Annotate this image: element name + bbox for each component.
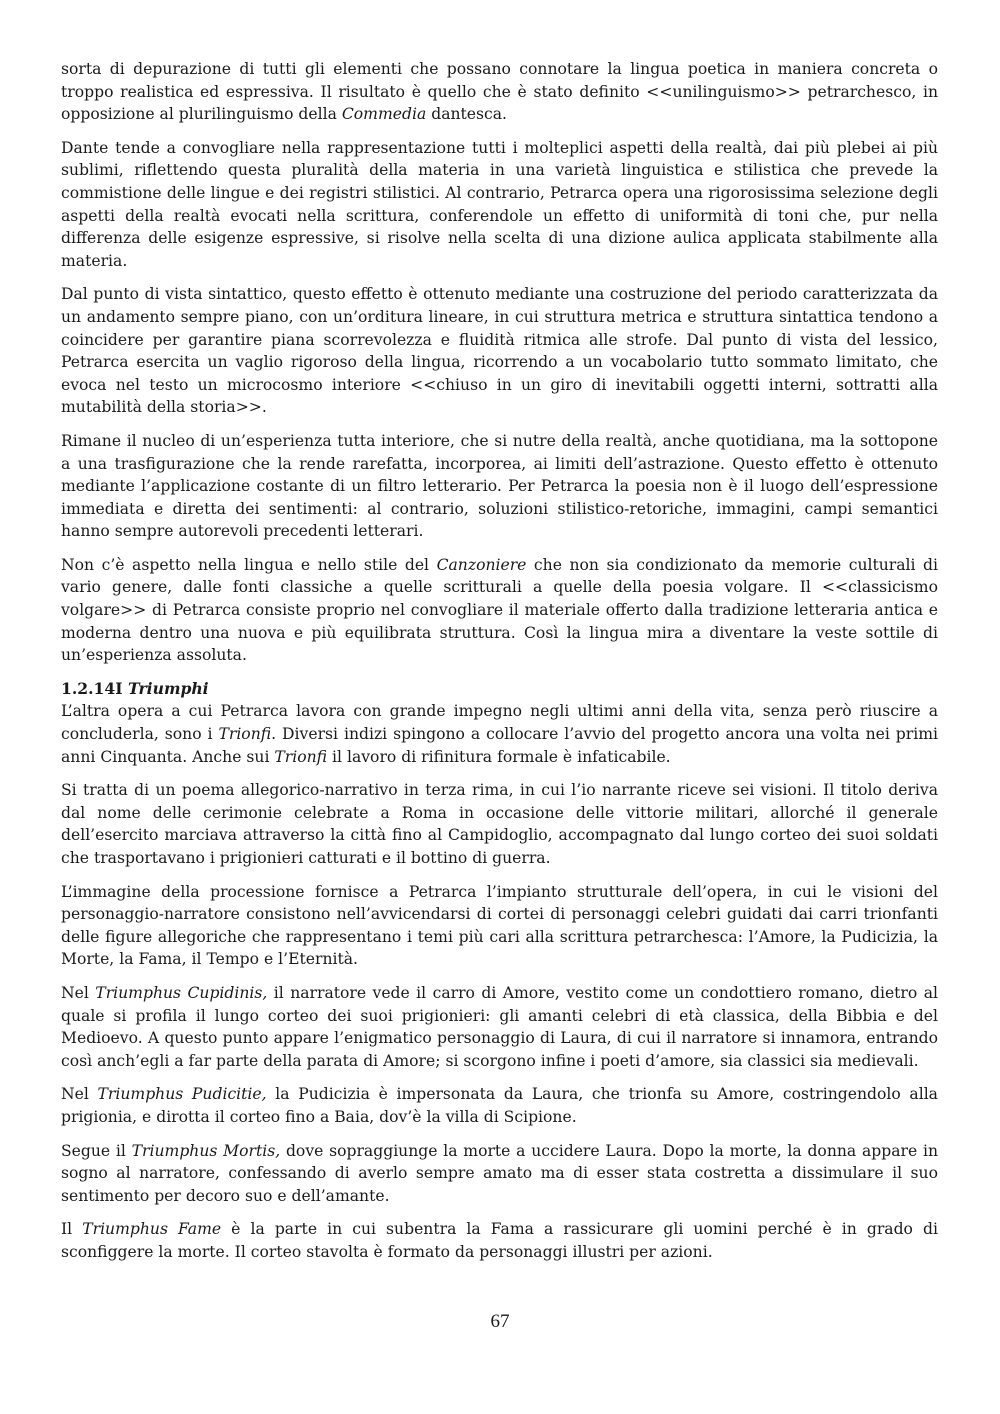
italic-title: Commedia bbox=[341, 105, 427, 124]
text-run: Si tratta di un poema allegorico-narrativo in terza rima, in cui l’io narrante riceve sei visioni. Il titolo deriva dal nome delle cerimonie celebrate a Roma in occasione delle vittorie militari, allorché il generale dell’esercito marciava attraverso la città fino al Campidoglio, accompagnato dal lungo corteo dei suoi soldati che trasportavano i prigionieri catturati e il bottino di guerra. bbox=[61, 781, 938, 867]
italic-title: Triumphus Cupidinis, bbox=[95, 983, 268, 1002]
text-run: . Diversi indizi spingono a collocare l’avvio del progetto ancora una volta nei primi anni Cinquanta. Anche sui bbox=[61, 725, 938, 766]
paragraph bbox=[61, 430, 938, 543]
italic-title: Trionfi bbox=[274, 747, 328, 766]
text-run: dove sopraggiunge la morte a uccidere Laura. Dopo la morte, la donna appare in sogno al narratore, confessando di averlo sempre amato ma di esser stata costretta a dissimulare il suo sentimento per decoro suo e dell’amante. bbox=[61, 1141, 938, 1205]
paragraph bbox=[61, 283, 938, 419]
italic-title: Trionfi bbox=[218, 725, 272, 744]
paragraph bbox=[61, 779, 938, 869]
paragraph bbox=[61, 881, 938, 971]
paragraph bbox=[61, 1140, 938, 1208]
paragraph bbox=[61, 58, 938, 126]
paragraph bbox=[61, 700, 938, 768]
text-run: il lavoro di rifinitura formale è infaticabile. bbox=[327, 747, 671, 766]
text-run: Dante tende a convogliare nella rappresentazione tutti i molteplici aspetti della realtà, dai più plebei ai più sublimi, riflettendo questa pluralità della materia in una varietà linguistica e stilistica che prevede la commistione delle lingue e dei registri stilistici. Al contrario, Petrarca opera una rigorosissima selezione degli aspetti della realtà evocati nella scrittura, conferendole un effetto di uniformità di toni che, pur nella differenza delle esigenze espressive, si risolve nella scelta di una dizione aulica applicata stabilmente alla materia. bbox=[61, 138, 938, 270]
section-title: Triumphi bbox=[128, 678, 209, 698]
text-run: L’altra opera a cui Petrarca lavora con grande impegno negli ultimi anni della vita, senza però riuscire a concluderla, sono i bbox=[61, 702, 938, 744]
italic-title: Canzoniere bbox=[436, 555, 527, 574]
text-run: Dal punto di vista sintattico, questo effetto è ottenuto mediante una costruzione del periodo caratterizzata da un andamento sempre piano, con un’orditura lineare, in cui struttura metrica e struttura sintattica tendono a coincidere per garantire piana scorrevolezza e fluidità ritmica alle strofe. Dal punto di vista del lessico, Petrarca esercita un vaglio rigoroso della lingua, ricorrendo a un vocabolario tutto sommato limitato, che evoca nel testo un microcosmo interiore <<chiuso in un giro di inevitabili oggetti interni, sottratti alla mutabilità della storia>>. bbox=[61, 285, 938, 417]
text-run: Nel bbox=[61, 983, 96, 1002]
text-run: il narratore vede il carro di Amore, vestito come un condottiero romano, dietro al quale si profila il lungo corteo dei suoi prigionieri: gli amanti celebri di età classica, della Bibbia e del Medioevo. A questo punto appare l’enigmatico personaggio di Laura, di cui il narratore si innamora, entrando così anch’egli a far parte della parata di Amore; si scorgono infine i poeti d’amore, sia classici sia medievali. bbox=[61, 983, 938, 1070]
section-number: 1.2.14 bbox=[61, 678, 116, 698]
paragraph bbox=[61, 1218, 938, 1263]
text-run: Segue il bbox=[61, 1141, 132, 1160]
page-body bbox=[61, 58, 938, 1275]
text-run: Nel bbox=[61, 1085, 98, 1104]
body-text-after-heading bbox=[61, 700, 938, 1263]
text-run: Rimane il nucleo di un’esperienza tutta interiore, che si nutre della realtà, anche quotidiana, ma la sottopone a una trasfigurazione che la rende rarefatta, incorporea, ai limiti dell’astrazione. Questo effetto è ottenuto mediante l’applicazione costante di un filtro letterario. Per Petrarca la poesia non è il luogo dell’espressione immediata e diretta dei sentimenti: al contrario, soluzioni stilistico-retoriche, immagini, campi semantici hanno sempre autorevoli precedenti letterari. bbox=[61, 431, 938, 541]
section-heading bbox=[61, 678, 938, 701]
page-number: 67 bbox=[490, 1311, 510, 1332]
text-run: L’immagine della processione fornisce a Petrarca l’impianto strutturale dell’opera, in cui le visioni del personaggio-narratore consistono nell’avvicendarsi di cortei di personaggi celebri guidati dai carri trionfanti delle figure allegoriche che rappresentano i temi più cari alla scrittura petrarchesca: l’Amore, la Pudicizia, la Morte, la Fama, il Tempo e l’Eternità. bbox=[61, 882, 938, 969]
italic-title: Triumphus Mortis, bbox=[131, 1141, 281, 1160]
text-run: la Pudicizia è impersonata da Laura, che trionfa su Amore, costringendolo alla prigionia, e dirotta il corteo fino a Baia, dov’è la villa di Scipione. bbox=[61, 1085, 938, 1126]
text-run: Il bbox=[61, 1220, 83, 1239]
text-run: dantesca. bbox=[426, 105, 508, 124]
italic-title: Triumphus Pudicitie, bbox=[97, 1085, 267, 1104]
paragraph bbox=[61, 137, 938, 273]
paragraph bbox=[61, 554, 938, 667]
text-run: che non sia condizionato da memorie culturali di vario genere, dalle fonti classiche a quelle scritturali a quelle della poesia volgare. Il <<classicismo volgare>> di Petrarca consiste proprio nel convogliare il materiale offerto dalla tradizione letteraria antica e moderna dentro una nuova e più equilibrata struttura. Così la lingua mira a diventare la veste sottile di un’esperienza assoluta. bbox=[61, 555, 939, 665]
text-run: sorta di depurazione di tutti gli elementi che possano connotare la lingua poetica in maniera concreta o troppo realistica ed espressiva. Il risultato è quello che è stato definito <<unilinguismo>> petrarchesco, in opposizione al plurilinguismo della bbox=[61, 60, 938, 124]
paragraph bbox=[61, 982, 938, 1072]
italic-title: Triumphus Fame bbox=[82, 1220, 222, 1239]
paragraph bbox=[61, 1083, 938, 1128]
body-text-before-heading bbox=[61, 58, 938, 667]
text-run: Non c’è aspetto nella lingua e nello stile del bbox=[61, 555, 437, 574]
section-title-prefix: I bbox=[115, 678, 128, 698]
text-run: è la parte in cui subentra la Fama a rassicurare gli uomini perché è in grado di sconfiggere la morte. Il corteo stavolta è formato da personaggi illustri per azioni. bbox=[61, 1220, 938, 1261]
